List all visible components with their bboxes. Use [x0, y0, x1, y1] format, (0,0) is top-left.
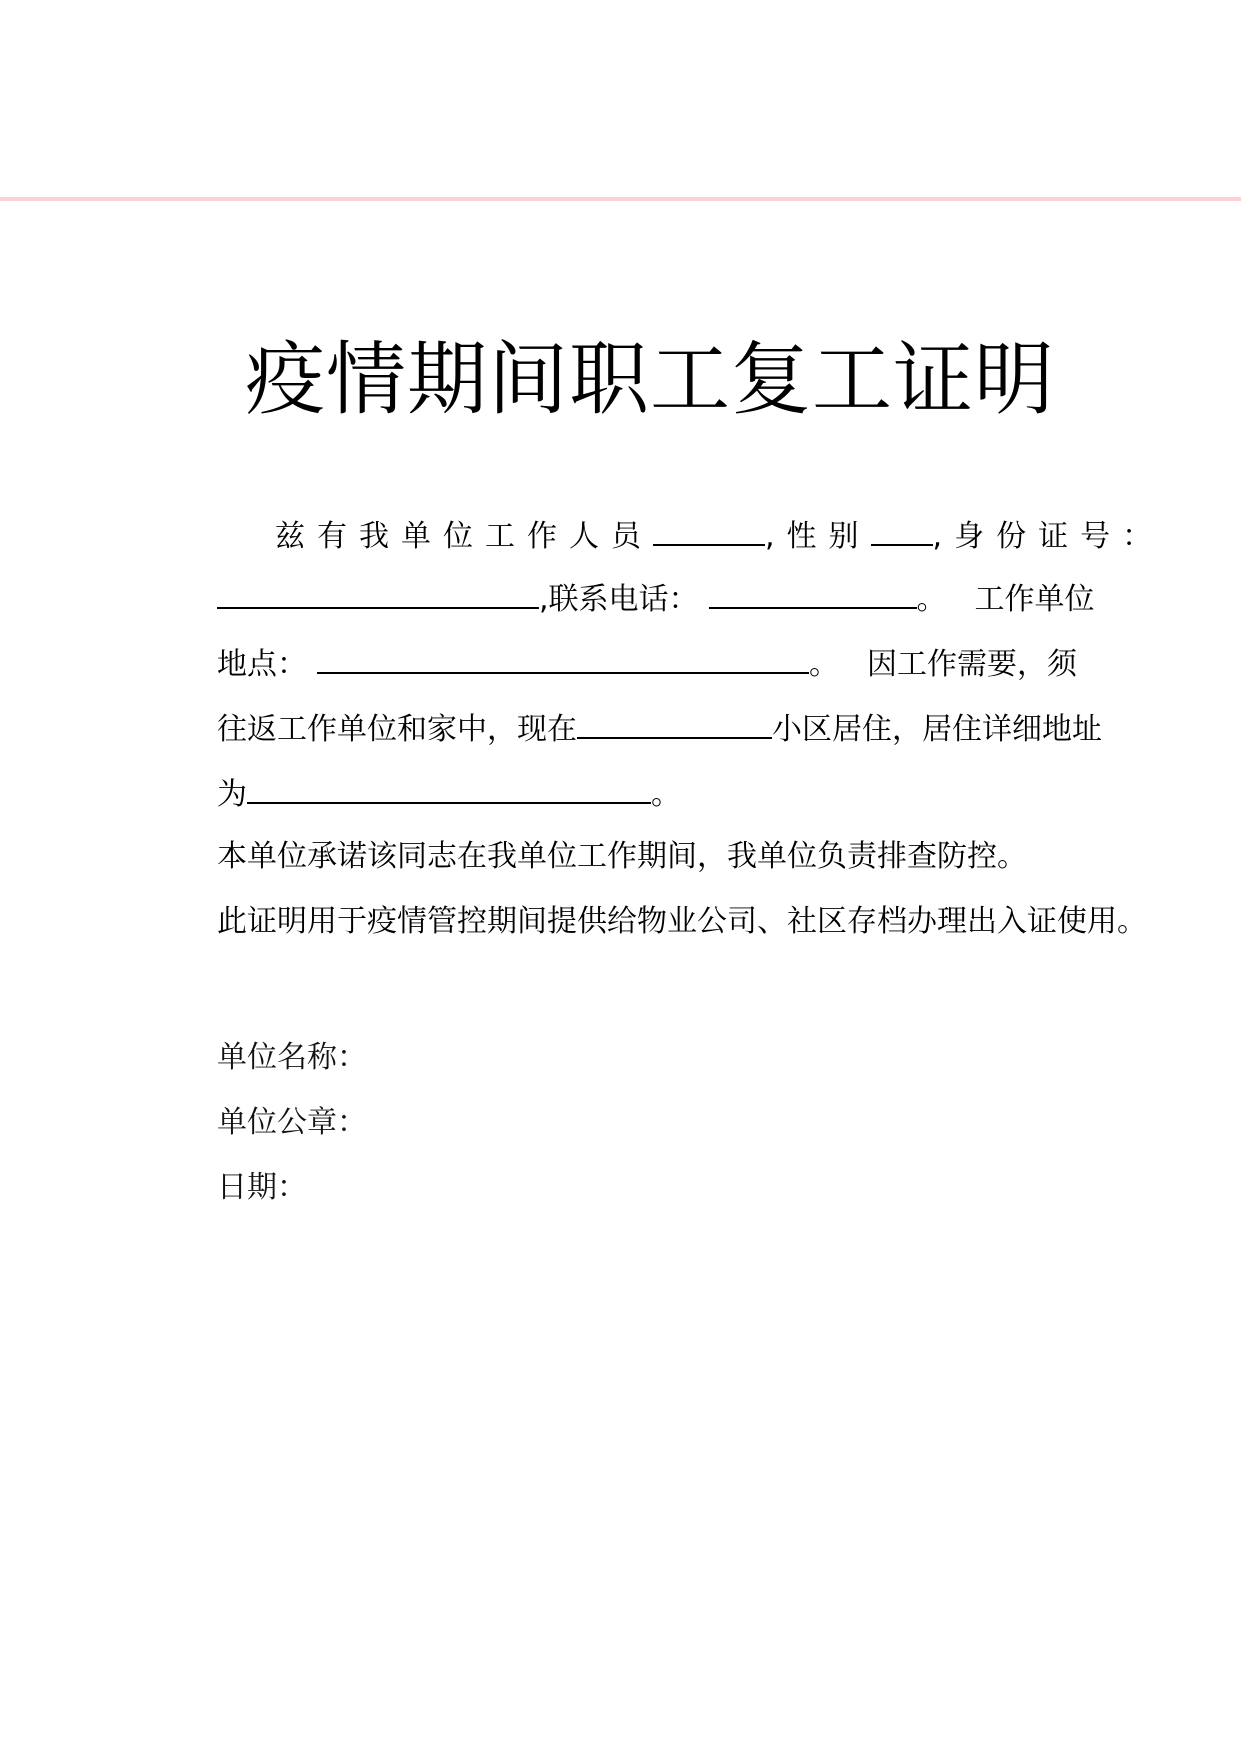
document-title: 疫情期间职工复工证明	[245, 333, 1055, 426]
employee-name-blank[interactable]	[653, 510, 765, 546]
id-number-blank[interactable]	[217, 573, 539, 609]
commitment-text: 本单位承诺该同志在我单位工作期间，我单位负责排查防控。	[217, 839, 1027, 874]
intro-text: 兹有我单位工作人员	[275, 519, 653, 554]
unit-seal-label: 单位公章：	[217, 1105, 367, 1140]
community-blank[interactable]	[577, 703, 772, 739]
period-1: 。	[916, 582, 947, 617]
period-3: 。	[651, 777, 681, 812]
work-unit-label: 工作单位	[974, 582, 1095, 617]
unit-name-label: 单位名称：	[217, 1040, 367, 1075]
id-number-label: ,身份证号：	[932, 519, 1165, 554]
header-rule	[0, 197, 1241, 201]
gender-label: ,性别	[765, 519, 871, 554]
body-line-2	[217, 573, 1095, 621]
body-line-5	[217, 768, 681, 816]
residence-text: 往返工作单位和家中，现在	[217, 712, 577, 747]
phone-label: ,联系电话：	[539, 582, 699, 617]
period-2: 。	[809, 647, 839, 682]
gender-blank[interactable]	[871, 510, 933, 546]
phone-blank[interactable]	[709, 573, 917, 609]
residence-detail-text: 小区居住，居住详细地址	[772, 712, 1102, 747]
date-label: 日期：	[217, 1170, 307, 1205]
body-line-4	[217, 703, 1102, 751]
body-line-1	[217, 510, 1164, 558]
location-blank[interactable]	[317, 638, 809, 674]
body-line-3	[217, 638, 1077, 686]
address-blank[interactable]	[247, 768, 651, 804]
location-label: 地点：	[217, 647, 307, 682]
usage-text: 此证明用于疫情管控期间提供给物业公司、社区存档办理出入证使用。	[217, 904, 1147, 939]
reason-text: 因工作需要，须	[867, 647, 1077, 682]
address-label: 为	[217, 777, 247, 812]
